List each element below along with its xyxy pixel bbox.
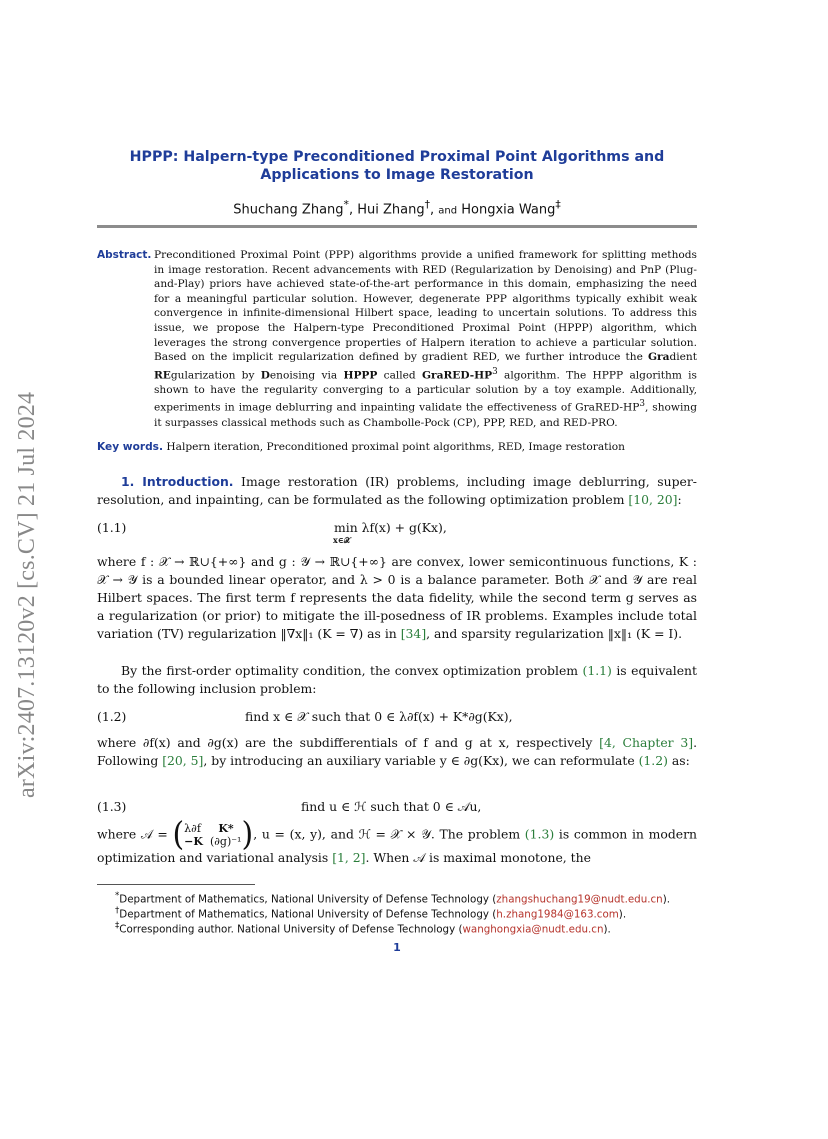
footnote-mark: †: [115, 906, 120, 916]
equation-ref-link[interactable]: (1.2): [638, 753, 668, 769]
citation-link[interactable]: [10, 20]: [628, 492, 678, 508]
footnote-mark: *: [115, 891, 120, 901]
footnote-text: ).: [618, 908, 627, 921]
body-text: By the first-order optimality condition, the convex optimization problem: [121, 663, 583, 678]
and-word: and: [438, 205, 458, 217]
body-text: where f : 𝒳 → ℝ∪{+∞} and g : 𝒴 → ℝ∪{+∞} are convex, lower semicontinuous functions, K : 𝒳 → 𝒴 is a bounded linear operator, and λ > 0 is a balance parameter. Both 𝒳 and 𝒴 are real Hilbert spaces. The first term f represents the data fidelity, while the second term g serves as a regularization (or prior) to mitigate the ill-posedness of IR problems. Examples include total variation (TV) regularization ‖∇x‖₁ (K = ∇) as in: [97, 554, 697, 642]
body-text: is common in modern optimization and variational analysis: [97, 826, 698, 865]
section-heading: 1. Introduction.: [121, 474, 234, 489]
paper-title: HPPP: Halpern-type Preconditioned Proximal Point Algorithms and Applications to Image Restoration: [129, 149, 665, 183]
acronym-letter: D: [260, 369, 270, 382]
intro-paragraph: [97, 473, 697, 509]
matrix-bracket: (: [172, 815, 185, 854]
acronym-letter: Gra: [647, 351, 670, 364]
equation-number: (1.1): [97, 520, 127, 535]
body-text: . When 𝒜 is maximal monotone, the: [365, 850, 591, 865]
acronym-letter: RE: [154, 369, 171, 382]
matrix-entry: −K: [184, 835, 203, 848]
abstract-text: called: [377, 369, 422, 382]
matrix-entry: (∂g)⁻¹: [209, 835, 242, 848]
body-paragraph: [97, 662, 697, 698]
footnote-text: ).: [603, 923, 611, 936]
abstract-text: enoising via: [269, 369, 344, 382]
superscript: 3: [639, 399, 645, 410]
abstract-text: dient: [669, 351, 697, 364]
body-text: where 𝒜 =: [97, 826, 168, 842]
footnote-rule: [97, 884, 255, 885]
footnote-text: Department of Mathematics, National University of Defense Technology (: [119, 908, 497, 921]
title-rule: [97, 225, 697, 228]
body-text: where ∂f(x) and ∂g(x) are the subdifferentials of f and g at x, respectively: [97, 735, 600, 750]
equation-number: (1.2): [97, 709, 127, 724]
algorithm-name: GraRED-HP: [422, 369, 493, 382]
body-text: is equivalent to the following inclusion problem:: [97, 663, 697, 697]
affiliation-mark: †: [424, 198, 431, 211]
email-link[interactable]: zhangshuchang19@nudt.edu.cn: [496, 893, 663, 906]
abstract: [97, 248, 697, 430]
abstract-text: , showing it surpasses classical methods such as Chambolle-Pock (CP), PPP, RED, and RED-PRO.: [154, 402, 697, 429]
body-paragraph: [97, 734, 697, 770]
acronym-letter: HPPP: [343, 369, 378, 382]
body-text: Image restoration (IR) problems, including image deblurring, super-resolution, and inpainting, can be formulated as the following optimization problem: [97, 474, 697, 508]
matrix-entry: K*: [218, 822, 234, 835]
equation-ref-link[interactable]: (1.1): [582, 663, 612, 678]
author-name: Hui Zhang: [357, 202, 425, 218]
citation-link[interactable]: [4, Chapter 3]: [599, 735, 694, 750]
affiliation-mark: ‡: [555, 198, 561, 211]
equation-body: find x ∈ 𝒳 such that 0 ∈ λ∂f(x) + K*∂g(Kx),: [245, 709, 513, 724]
keywords: [97, 441, 697, 453]
equation-subscript: x∈𝒳: [333, 535, 351, 545]
equation-body: [333, 520, 447, 545]
author-name: Hongxia Wang: [461, 202, 556, 218]
body-text: , by introducing an auxiliary variable y ∈ ∂g(Kx), we can reformulate: [203, 753, 639, 769]
separator: ,: [430, 202, 439, 218]
superscript: 3: [492, 366, 498, 377]
citation-link[interactable]: [34]: [400, 626, 427, 642]
abstract-body: [97, 248, 697, 430]
block-matrix: [184, 822, 241, 848]
abstract-text: Preconditioned Proximal Point (PPP) algorithms provide a unified framework for splitting methods in image restoration. Recent advancements with RED (Regularization by Denoising) and PnP (Plug-and-Play) priors have achieved state-of-the-art performance in this domain, emphasizing the need for a meaningful particular solution. However, degenerate PPP algorithms typically exhibit weak convergence in infinite-dimensional Hilbert space, leading to uncertain solutions. To address this issue, we propose the Halpern-type Preconditioned Proximal Point (HPPP) algorithm, which leverages the strong convergence properties of Halpern iteration to achieve a particular solution. Based on the implicit regularization defined by gradient RED, we further introduce the: [154, 249, 697, 364]
page-number: 1: [393, 941, 401, 954]
equation-1-2: [97, 709, 697, 729]
body-text: :: [677, 492, 682, 508]
equation-1-1: [97, 520, 697, 550]
equation-body: find u ∈ ℋ such that 0 ∈ 𝒜u,: [301, 799, 482, 814]
separator: ,: [348, 202, 358, 218]
citation-link[interactable]: [1, 2]: [332, 850, 366, 865]
footnote-text: Corresponding author. National University of Defense Technology (: [119, 923, 463, 936]
email-link[interactable]: wanghongxia@nudt.edu.cn: [462, 923, 604, 936]
abstract-text: gularization by: [170, 369, 261, 382]
footnote-text: ).: [662, 893, 670, 906]
matrix-entry: λ∂f: [184, 822, 201, 835]
footnote: [115, 919, 695, 937]
arxiv-stamp: arXiv:2407.13120v2 [cs.CV] 21 Jul 2024: [14, 391, 40, 799]
body-text: . Following: [97, 735, 698, 769]
email-link[interactable]: h.zhang1984@163.com: [496, 908, 619, 921]
equation-ref-link[interactable]: (1.3): [524, 826, 555, 842]
footnote-text: Department of Mathematics, National University of Defense Technology (: [119, 893, 497, 906]
footnote-mark: ‡: [115, 921, 120, 931]
author-list: [90, 198, 704, 217]
equation-1-3: [97, 799, 697, 819]
body-paragraph: [97, 553, 697, 643]
affiliation-mark: *: [343, 198, 349, 211]
author-name: Shuchang Zhang: [233, 202, 344, 218]
equation-number: (1.3): [97, 799, 127, 814]
abstract-label: Abstract.: [97, 249, 152, 261]
citation-link[interactable]: [20, 5]: [162, 753, 204, 769]
body-text: , u = (x, y), and ℋ = 𝒳 × 𝒴. The problem: [253, 826, 525, 842]
body-text: as:: [667, 753, 690, 769]
matrix-bracket: ): [241, 815, 254, 854]
keywords-text: Halpern iteration, Preconditioned proximal point algorithms, RED, Image restoration: [166, 441, 626, 453]
body-paragraph: [97, 815, 698, 868]
equation-text: min λf(x) + g(Kx),: [334, 520, 447, 535]
body-text: , and sparsity regularization ‖x‖₁ (K = I).: [426, 626, 683, 642]
abstract-text: algorithm. The HPPP algorithm is shown to have the regularity converging to a particular solution by a toy example. Additionally, experiments in image deblurring and inpainting validate the effectiveness of GraRED-HP: [154, 369, 697, 414]
keywords-label: Key words.: [97, 441, 164, 453]
